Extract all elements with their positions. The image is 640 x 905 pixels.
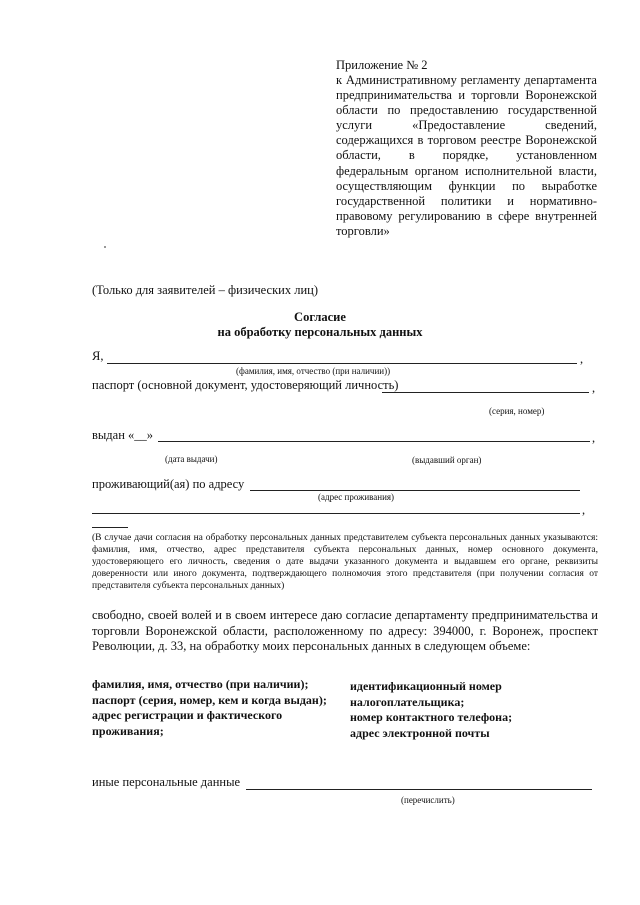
appendix-heading: Приложение № 2: [336, 58, 428, 72]
list-item: идентификационный номер налогоплательщика;: [350, 679, 502, 709]
footnote-rule: [92, 527, 128, 528]
issuing-authority-caption: (выдавший орган): [412, 455, 482, 465]
address-field-continued[interactable]: [92, 513, 580, 514]
other-data-label: иные персональные данные: [92, 775, 241, 789]
list-item: адрес регистрации и фактического проживания;: [92, 708, 283, 738]
appendix-reference: к Административному регламенту департамента предпринимательства и торговли Воронежской области по предоставлению государственной услуги «Предоставление сведений, содержащихся в торговом реестре Воронежской области, в порядке, установленном федеральным органом исполнительной власти, осуществляющим функции по выработке государственной политики и нормативно-правовому регулированию в сфере внутренней торговли»: [336, 73, 597, 238]
issued-field[interactable]: [158, 441, 590, 442]
data-list-right: [350, 679, 570, 741]
list-item: паспорт (серия, номер, кем и когда выдан);: [92, 692, 327, 707]
list-item: адрес электронной почты: [350, 725, 490, 740]
data-list-left: [92, 677, 338, 739]
address-label: проживающий(ая) по адресу: [92, 477, 245, 491]
other-data-caption: (перечислить): [401, 795, 455, 805]
scan-speck: [104, 246, 106, 248]
comma: ,: [592, 381, 596, 395]
other-data-field[interactable]: [246, 789, 592, 790]
document-title: Согласие: [294, 310, 346, 324]
full-name-caption: (фамилия, имя, отчество (при наличии)): [236, 366, 391, 376]
comma: ,: [592, 431, 596, 445]
i-label: Я,: [92, 349, 104, 363]
applicant-type-note: (Только для заявителей – физических лиц): [92, 283, 319, 297]
passport-field[interactable]: [382, 392, 589, 393]
full-name-field[interactable]: [107, 363, 577, 364]
consent-paragraph: свободно, своей волей и в своем интересе даю согласие департаменту предпринимательства и торговли Воронежской области, расположенному по адресу: 394000, г. Воронеж, проспект Революции, д. 33, на обработку моих персональных данных в следующем объеме:: [92, 608, 598, 653]
issued-label: выдан «__»: [92, 428, 154, 442]
passport-label: паспорт (основной документ, удостоверяющий личность): [92, 378, 399, 392]
list-item: номер контактного телефона;: [350, 710, 513, 724]
representative-note: (В случае дачи согласия на обработку персональных данных представителем субъекта персональных данных указываются: фамилия, имя, отчество, адрес представителя субъекта персональных данных, номер основного документа, удостоверяющего его личность, сведения о дате выдачи указанного документа и выдавшем его органе, реквизиты доверенности или иного документа, подтверждающего полномочия этого представителя (при получении согласия от представителя субъекта персональных данных): [92, 533, 598, 591]
comma: ,: [580, 352, 584, 366]
address-field[interactable]: [250, 490, 580, 491]
address-caption: (адрес проживания): [318, 492, 395, 502]
document-subtitle: на обработку персональных данных: [217, 325, 423, 339]
comma: ,: [582, 503, 586, 517]
passport-caption: (серия, номер): [489, 406, 545, 416]
issue-date-caption: (дата выдачи): [165, 454, 218, 464]
list-item: фамилия, имя, отчество (при наличии);: [92, 677, 309, 691]
